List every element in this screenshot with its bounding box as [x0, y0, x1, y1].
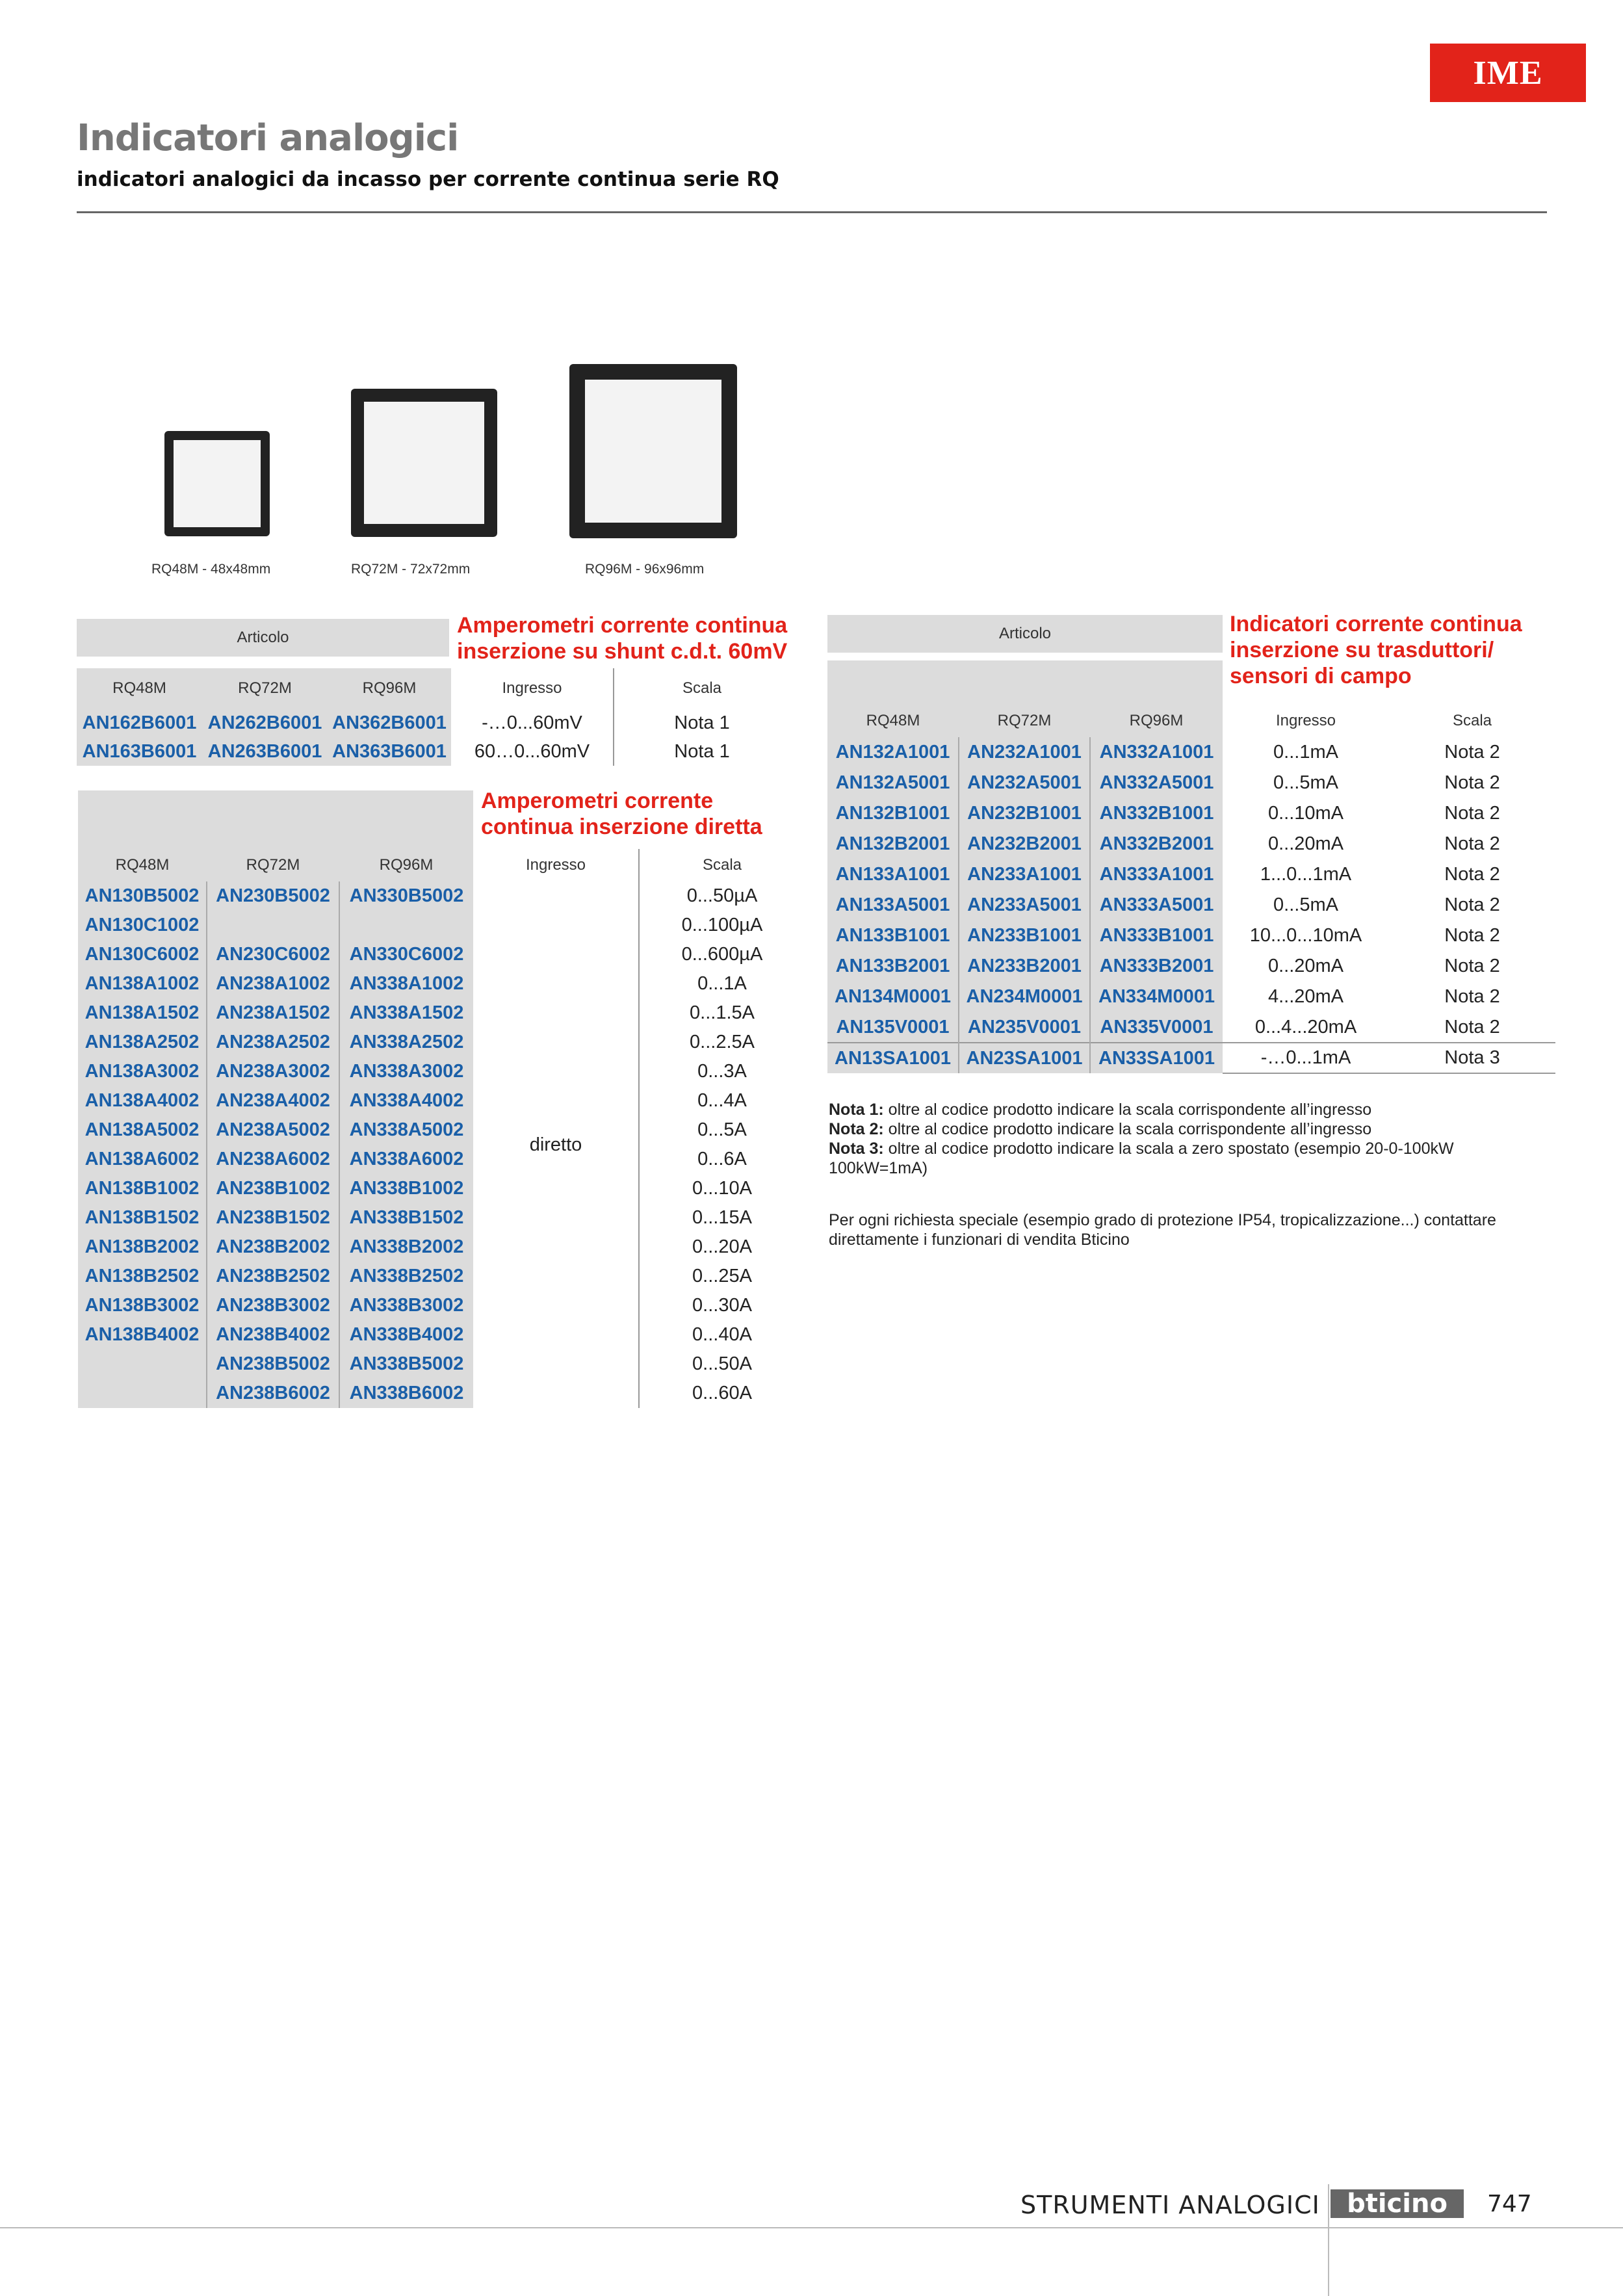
table-row — [78, 1320, 805, 1350]
table-row — [78, 1203, 805, 1233]
table-row — [827, 1012, 1555, 1043]
table3 — [827, 705, 1555, 1074]
code-rq48m: AN138A5002 — [78, 1115, 207, 1145]
code-rq72m: AN23SA1001 — [959, 1043, 1090, 1073]
table1-title-line: inserzione su shunt c.d.t. 60mV — [457, 639, 788, 664]
scala: 0...3A — [639, 1057, 805, 1086]
code-rq72m: AN238B4002 — [207, 1320, 339, 1350]
scala: 0...600µA — [639, 940, 805, 969]
note-1 — [829, 1100, 1557, 1119]
ingresso: 0...10mA — [1267, 803, 1344, 824]
code-rq96m: AN332A5001 — [1090, 768, 1223, 798]
scala: 0...40A — [639, 1320, 805, 1350]
scala: 0...1A — [639, 969, 805, 998]
code-rq48m: AN132A1001 — [827, 737, 959, 768]
code-rq48m: AN138A6002 — [78, 1145, 207, 1174]
code-rq96m: AN338B5002 — [339, 1350, 473, 1379]
table-row — [78, 1115, 805, 1145]
code-rq72m: AN235V0001 — [959, 1012, 1090, 1043]
code-rq48m: AN138B2002 — [78, 1233, 207, 1262]
table3-title-line: inserzione su trasduttori/ — [1230, 638, 1494, 662]
table3-title — [1230, 611, 1522, 689]
scala: 0...2.5A — [639, 1028, 805, 1057]
code-rq48m — [78, 1350, 207, 1379]
ingresso: 0...20mA — [1267, 833, 1344, 854]
code-rq48m: AN138A2502 — [78, 1028, 207, 1057]
col-header: RQ48M — [77, 668, 202, 709]
scala: Nota 2 — [1444, 772, 1500, 793]
code-rq96m: AN338A2502 — [339, 1028, 473, 1057]
table-row — [78, 940, 805, 969]
col-header: RQ96M — [1090, 705, 1223, 737]
table-row — [78, 1262, 805, 1291]
table2-title-line: Amperometri corrente — [481, 789, 714, 813]
scala: Nota 3 — [1389, 1043, 1555, 1073]
code-rq72m: AN233A1001 — [959, 859, 1090, 890]
code-rq72m: AN238B1002 — [207, 1174, 339, 1203]
table-row — [78, 1233, 805, 1262]
note-label: Nota 3: — [829, 1140, 884, 1158]
table-row — [827, 829, 1555, 859]
code-rq72m: AN232A5001 — [959, 768, 1090, 798]
special-request-text: Per ogni richiesta speciale (esempio grado di protezione IP54, tropicalizzazione...) contattare direttamente i funzionari di vendita Bticino — [829, 1211, 1496, 1249]
code-rq96m: AN363B6001 — [328, 737, 451, 766]
col-header: RQ72M — [207, 849, 339, 881]
table-row — [78, 1057, 805, 1086]
table-row — [78, 969, 805, 998]
scala: Nota 2 — [1444, 956, 1500, 976]
image-caption: RQ96M - 96x96mm — [585, 562, 705, 577]
code-rq96m: AN332A1001 — [1090, 737, 1223, 768]
code-rq48m: AN132B2001 — [827, 829, 959, 859]
code-rq72m: AN238A3002 — [207, 1057, 339, 1086]
table1 — [77, 668, 790, 766]
code-rq72m: AN238B6002 — [207, 1379, 339, 1408]
code-rq96m: AN338B2002 — [339, 1233, 473, 1262]
scala: Nota 1 — [614, 737, 790, 766]
table3-title-line: sensori di campo — [1230, 664, 1412, 688]
ingresso: 0...4...20mA — [1254, 1016, 1357, 1037]
ime-logo: IME — [1430, 44, 1586, 102]
image-caption: RQ48M - 48x48mm — [151, 562, 271, 577]
note-text: oltre al codice prodotto indicare la scala corrispondente all’ingresso — [883, 1120, 1372, 1138]
footer-divider — [1328, 2184, 1329, 2296]
code-rq96m: AN338A1002 — [339, 969, 473, 998]
code-rq96m: AN330C6002 — [339, 940, 473, 969]
code-rq72m: AN238A2502 — [207, 1028, 339, 1057]
code-rq72m: AN233B2001 — [959, 951, 1090, 982]
table-row — [77, 737, 790, 766]
footer-line — [0, 2227, 1623, 2228]
image-caption: RQ72M - 72x72mm — [351, 562, 471, 577]
page-number: 747 — [1487, 2191, 1532, 2217]
code-rq96m: AN338B6002 — [339, 1379, 473, 1408]
code-rq72m: AN233B1001 — [959, 920, 1090, 951]
note-label: Nota 1: — [829, 1101, 884, 1119]
code-rq48m: AN130B5002 — [78, 881, 207, 911]
code-rq96m: AN338B3002 — [339, 1291, 473, 1320]
table-row — [827, 1043, 1555, 1073]
code-rq48m: AN133B1001 — [827, 920, 959, 951]
page-subtitle: indicatori analogici da incasso per corrente continua serie RQ — [77, 168, 779, 191]
code-rq96m: AN333B2001 — [1090, 951, 1223, 982]
table-row — [78, 1291, 805, 1320]
table-row — [827, 737, 1555, 768]
scala: 0...4A — [639, 1086, 805, 1115]
code-rq96m: AN332B2001 — [1090, 829, 1223, 859]
scala: Nota 2 — [1444, 864, 1500, 885]
notes-block — [829, 1100, 1557, 1178]
scala: 0...60A — [639, 1379, 805, 1408]
ingresso: diretto — [529, 1134, 582, 1155]
code-rq72m: AN238A6002 — [207, 1145, 339, 1174]
code-rq72m: AN232B2001 — [959, 829, 1090, 859]
code-rq72m: AN238B3002 — [207, 1291, 339, 1320]
bticino-logo: bticino — [1331, 2189, 1464, 2218]
code-rq48m: AN138A1502 — [78, 998, 207, 1028]
col-header: RQ96M — [328, 668, 451, 709]
scala: 0...15A — [639, 1203, 805, 1233]
table3-articolo-header: Articolo — [827, 615, 1223, 653]
code-rq48m: AN130C1002 — [78, 911, 207, 940]
code-rq96m: AN338B4002 — [339, 1320, 473, 1350]
col-header: Ingresso — [1275, 712, 1336, 729]
scala: Nota 1 — [614, 709, 790, 737]
table2-title-line: continua inserzione diretta — [481, 815, 762, 839]
col-header: RQ48M — [78, 849, 207, 881]
code-rq48m: AN13SA1001 — [827, 1043, 959, 1073]
scala: 0...100µA — [639, 911, 805, 940]
code-rq72m: AN232B1001 — [959, 798, 1090, 829]
note-label: Nota 2: — [829, 1120, 884, 1138]
code-rq72m: AN234M0001 — [959, 982, 1090, 1012]
code-rq48m: AN138A1002 — [78, 969, 207, 998]
col-header: Ingresso — [525, 856, 586, 874]
code-rq72m: AN233A5001 — [959, 890, 1090, 920]
code-rq96m: AN338A1502 — [339, 998, 473, 1028]
col-header: RQ96M — [339, 849, 473, 881]
code-rq72m: AN263B6001 — [202, 737, 328, 766]
col-header: RQ48M — [827, 705, 959, 737]
code-rq72m: AN230C6002 — [207, 940, 339, 969]
table1-articolo-header: Articolo — [77, 619, 449, 657]
note-text: oltre al codice prodotto indicare la scala corrispondente all’ingresso — [883, 1101, 1372, 1119]
code-rq96m: AN338B2502 — [339, 1262, 473, 1291]
code-rq96m: AN334M0001 — [1090, 982, 1223, 1012]
ingresso: 60…0...60mV — [474, 740, 590, 762]
scala: 0...50µA — [639, 881, 805, 911]
col-header: Scala — [639, 849, 805, 881]
code-rq72m: AN238B2002 — [207, 1233, 339, 1262]
code-rq48m: AN162B6001 — [77, 709, 202, 737]
header-divider — [77, 211, 1547, 213]
scala: 0...50A — [639, 1350, 805, 1379]
code-rq48m: AN133B2001 — [827, 951, 959, 982]
ingresso: 10...0...10mA — [1249, 925, 1362, 946]
code-rq72m: AN238B2502 — [207, 1262, 339, 1291]
scala: 0...5A — [639, 1115, 805, 1145]
code-rq96m: AN333A1001 — [1090, 859, 1223, 890]
code-rq96m: AN333A5001 — [1090, 890, 1223, 920]
code-rq48m: AN132B1001 — [827, 798, 959, 829]
code-rq48m: AN138A3002 — [78, 1057, 207, 1086]
code-rq48m: AN135V0001 — [827, 1012, 959, 1043]
ingresso: 0...1mA — [1273, 742, 1338, 763]
table-row — [78, 911, 805, 940]
table-row — [78, 998, 805, 1028]
scala: 0...10A — [639, 1174, 805, 1203]
ingresso: -…0...1mA — [1223, 1043, 1389, 1073]
table-row — [827, 982, 1555, 1012]
scala: Nota 2 — [1444, 894, 1500, 915]
col-header: RQ72M — [959, 705, 1090, 737]
scala: Nota 2 — [1444, 803, 1500, 824]
code-rq96m: AN335V0001 — [1090, 1012, 1223, 1043]
code-rq72m: AN238A4002 — [207, 1086, 339, 1115]
code-rq72m: AN238A5002 — [207, 1115, 339, 1145]
code-rq48m: AN134M0001 — [827, 982, 959, 1012]
code-rq96m: AN338A4002 — [339, 1086, 473, 1115]
code-rq96m: AN332B1001 — [1090, 798, 1223, 829]
scala: 0...30A — [639, 1291, 805, 1320]
code-rq72m: AN238B1502 — [207, 1203, 339, 1233]
code-rq48m: AN163B6001 — [77, 737, 202, 766]
scala: 0...6A — [639, 1145, 805, 1174]
ingresso: 1...0...1mA — [1260, 864, 1352, 885]
table3-header-band — [827, 660, 1223, 705]
code-rq48m — [78, 1379, 207, 1408]
table-row — [78, 1350, 805, 1379]
code-rq48m: AN138B1502 — [78, 1203, 207, 1233]
code-rq48m: AN138B3002 — [78, 1291, 207, 1320]
code-rq96m: AN338A3002 — [339, 1057, 473, 1086]
code-rq48m: AN130C6002 — [78, 940, 207, 969]
code-rq72m: AN262B6001 — [202, 709, 328, 737]
code-rq72m: AN238A1502 — [207, 998, 339, 1028]
table-row — [77, 709, 790, 737]
table-row — [827, 951, 1555, 982]
col-header: RQ72M — [202, 668, 328, 709]
table-row — [78, 1145, 805, 1174]
table-row — [827, 859, 1555, 890]
table-row — [78, 1174, 805, 1203]
table2-header-band — [78, 790, 473, 849]
scala: 0...20A — [639, 1233, 805, 1262]
code-rq96m: AN333B1001 — [1090, 920, 1223, 951]
note-3 — [829, 1139, 1557, 1178]
code-rq48m: AN133A1001 — [827, 859, 959, 890]
ingresso: 0...5mA — [1273, 894, 1338, 915]
scala: Nota 2 — [1444, 1016, 1500, 1037]
col-header: Scala — [614, 668, 790, 709]
scala: 0...25A — [639, 1262, 805, 1291]
ingresso: 0...20mA — [1267, 956, 1344, 976]
table-row — [827, 768, 1555, 798]
scala: 0...1.5A — [639, 998, 805, 1028]
code-rq48m: AN133A5001 — [827, 890, 959, 920]
footer-section: STRUMENTI ANALOGICI — [1020, 2191, 1320, 2219]
table2-title — [481, 788, 762, 840]
scala: Nota 2 — [1444, 986, 1500, 1007]
note-2 — [829, 1119, 1557, 1139]
table1-title — [457, 612, 787, 664]
ingresso: 4...20mA — [1267, 986, 1344, 1007]
table-row — [78, 1379, 805, 1408]
code-rq72m: AN230B5002 — [207, 881, 339, 911]
code-rq72m: AN238A1002 — [207, 969, 339, 998]
ingresso: 0...5mA — [1273, 772, 1338, 793]
table1-title-line: Amperometri corrente continua — [457, 613, 788, 638]
table-row — [78, 881, 805, 911]
code-rq48m: AN138B1002 — [78, 1174, 207, 1203]
table2 — [78, 849, 805, 1408]
col-header: Ingresso — [502, 679, 562, 697]
table-row — [78, 1028, 805, 1057]
code-rq48m: AN132A5001 — [827, 768, 959, 798]
code-rq72m: AN238B5002 — [207, 1350, 339, 1379]
scala: Nota 2 — [1444, 925, 1500, 946]
page-title: Indicatori analogici — [77, 117, 459, 159]
code-rq96m: AN33SA1001 — [1090, 1043, 1223, 1073]
code-rq96m: AN338B1502 — [339, 1203, 473, 1233]
scala: Nota 2 — [1444, 742, 1500, 763]
code-rq48m: AN138A4002 — [78, 1086, 207, 1115]
note-text: oltre al codice prodotto indicare la scala a zero spostato (esempio 20-0-100kW 100kW=1mA) — [829, 1140, 1454, 1177]
code-rq96m: AN338A6002 — [339, 1145, 473, 1174]
table-row — [827, 798, 1555, 829]
code-rq96m: AN338A5002 — [339, 1115, 473, 1145]
col-header: Scala — [1452, 712, 1492, 729]
table-row — [78, 1086, 805, 1115]
code-rq96m: AN330B5002 — [339, 881, 473, 911]
code-rq48m: AN138B2502 — [78, 1262, 207, 1291]
code-rq72m — [207, 911, 339, 940]
table-row — [827, 920, 1555, 951]
code-rq48m: AN138B4002 — [78, 1320, 207, 1350]
table-row — [827, 890, 1555, 920]
ingresso: -…0...60mV — [482, 712, 582, 733]
scala: Nota 2 — [1444, 833, 1500, 854]
code-rq96m — [339, 911, 473, 940]
table3-title-line: Indicatori corrente continua — [1230, 612, 1522, 636]
code-rq96m: AN338B1002 — [339, 1174, 473, 1203]
code-rq72m: AN232A1001 — [959, 737, 1090, 768]
code-rq96m: AN362B6001 — [328, 709, 451, 737]
